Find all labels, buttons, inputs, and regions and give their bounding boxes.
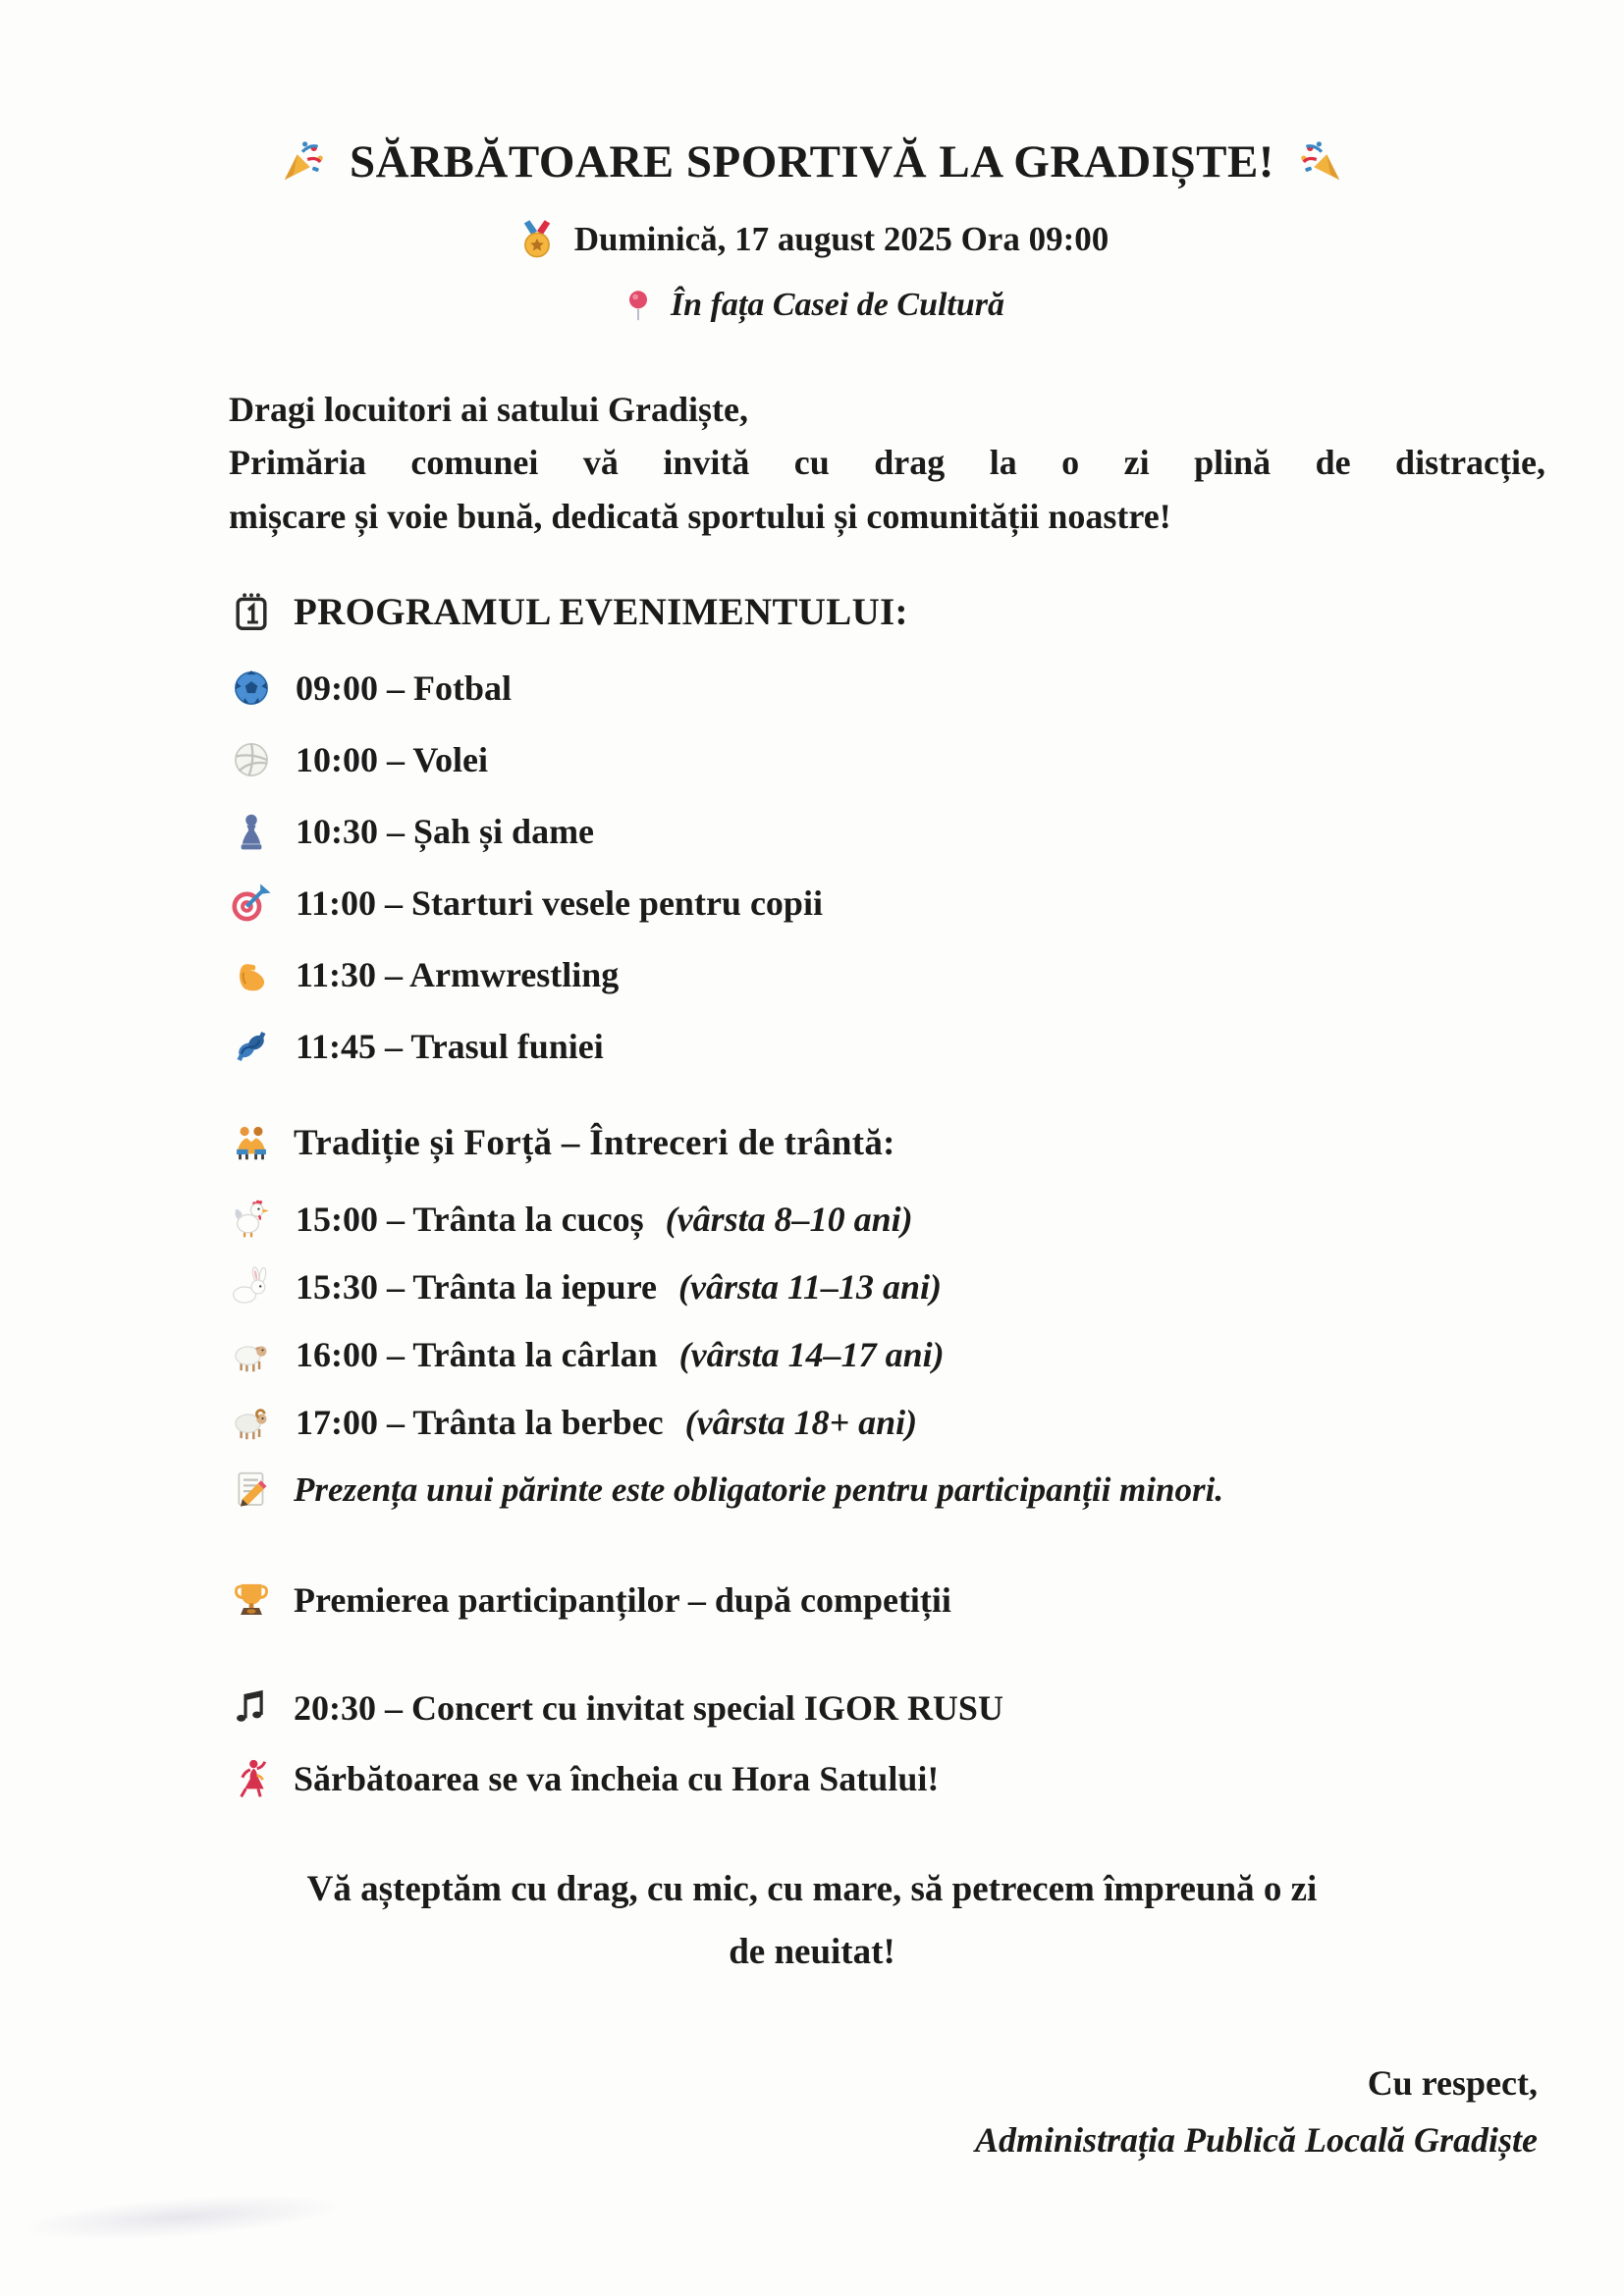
program-item-text: 11:45 – Trasul funiei (296, 1027, 604, 1066)
program-item-text: 09:00 – Fotbal (296, 668, 512, 708)
program-item-text: 11:30 – Armwrestling (296, 955, 620, 994)
wrestling-item (229, 1400, 1545, 1445)
closing-line-2: de neuitat! (729, 1932, 895, 1972)
awards-row (229, 1577, 1545, 1623)
round-pushpin-icon (620, 287, 657, 324)
closing-line-1: Vă așteptăm cu drag, cu mic, cu mare, să petrecem împreună o zi (306, 1869, 1318, 1909)
signature-salutation: Cu respect, (1367, 2063, 1538, 2103)
program-heading-row (229, 589, 1545, 634)
program-item (229, 666, 1545, 711)
concert-row (229, 1685, 1545, 1731)
program-item-text: 11:00 – Starturi vesele pentru copii (296, 883, 823, 923)
musical-notes-icon (229, 1685, 274, 1731)
wrestling-heading-row (229, 1120, 1545, 1165)
hora-row (229, 1756, 1545, 1801)
soccer-ball-icon (229, 666, 274, 711)
dancer-icon (229, 1756, 274, 1801)
event-location: În fața Casei de Cultură (670, 287, 1005, 323)
intro-line-1: Primăria comunei vă invită cu drag la o zi plină de distracție, (229, 443, 1545, 482)
hora-text: Sărbătoarea se va încheia cu Hora Satului! (294, 1759, 940, 1798)
wrestling-item-text: 15:30 – Trânta la iepure (296, 1267, 657, 1307)
event-date: Duminică, 17 august 2025 Ora 09:00 (573, 220, 1110, 258)
wrestling-item-text: 15:00 – Trânta la cucoș (296, 1200, 644, 1239)
dart-target-icon (229, 881, 274, 926)
wrestling-list (229, 1197, 1545, 1445)
program-item (229, 809, 1545, 854)
party-popper-icon (1296, 136, 1347, 187)
intro-line-2: mișcare și voie bună, dedicată sportului și comunității noastre! (229, 497, 1171, 536)
calendar-icon (229, 589, 274, 634)
flexed-biceps-icon (229, 952, 274, 997)
flyer-body (0, 383, 1624, 1801)
wrestling-item-text: 17:00 – Trânta la berbec (296, 1403, 664, 1442)
wrestling-heading: Tradiție și Forță – Întreceri de trântă: (294, 1122, 895, 1163)
program-item-text: 10:30 – Șah și dame (296, 812, 595, 851)
parent-note-text: Prezența unui părinte este obligatorie pentru participanții minori. (294, 1470, 1224, 1509)
location-row (0, 287, 1624, 324)
sheep-icon (229, 1332, 274, 1377)
wrestling-item (229, 1264, 1545, 1309)
program-heading: PROGRAMUL EVENIMENTULUI: (294, 590, 908, 633)
program-item (229, 737, 1545, 782)
volleyball-icon (229, 737, 274, 782)
signature-block (0, 2055, 1624, 2168)
sports-medal-icon (515, 218, 559, 261)
program-item-text: 10:00 – Volei (296, 740, 489, 779)
program-item (229, 952, 1545, 997)
rope-knot-icon (229, 1024, 274, 1069)
wrestling-item-age: (vârsta 8–10 ani) (665, 1200, 913, 1239)
wrestling-item-text: 16:00 – Trânta la cârlan (296, 1335, 658, 1374)
page-title: SĂRBĂTOARE SPORTIVĂ LA GRADIȘTE! (350, 136, 1274, 187)
wrestling-item (229, 1332, 1545, 1377)
concert-text: 20:30 – Concert cu invitat special IGOR RUSU (294, 1688, 1003, 1728)
title-row (0, 135, 1624, 188)
program-item (229, 1024, 1545, 1069)
chess-pawn-icon (229, 809, 274, 854)
program-item (229, 881, 1545, 926)
rabbit-icon (229, 1264, 274, 1309)
wrestling-item-age: (vârsta 11–13 ani) (678, 1267, 943, 1307)
wrestling-item-age: (vârsta 14–17 ani) (678, 1335, 945, 1374)
memo-icon (229, 1468, 274, 1513)
signature-author: Administrația Publică Locală Gradiște (974, 2120, 1538, 2160)
party-popper-icon (277, 136, 328, 187)
ram-icon (229, 1400, 274, 1445)
wrestling-item (229, 1197, 1545, 1242)
trophy-icon (229, 1577, 274, 1623)
rooster-icon (229, 1197, 274, 1242)
parent-note-row (229, 1468, 1545, 1513)
wrestling-item-age: (vârsta 18+ ani) (684, 1403, 918, 1442)
awards-text: Premierea participanților – după competiții (294, 1580, 951, 1620)
date-row (0, 218, 1624, 261)
greeting-line: Dragi locuitori ai satului Gradiște, (229, 390, 748, 429)
closing-block (0, 1858, 1624, 1984)
wrestlers-icon (229, 1120, 274, 1165)
program-list (229, 666, 1545, 1069)
